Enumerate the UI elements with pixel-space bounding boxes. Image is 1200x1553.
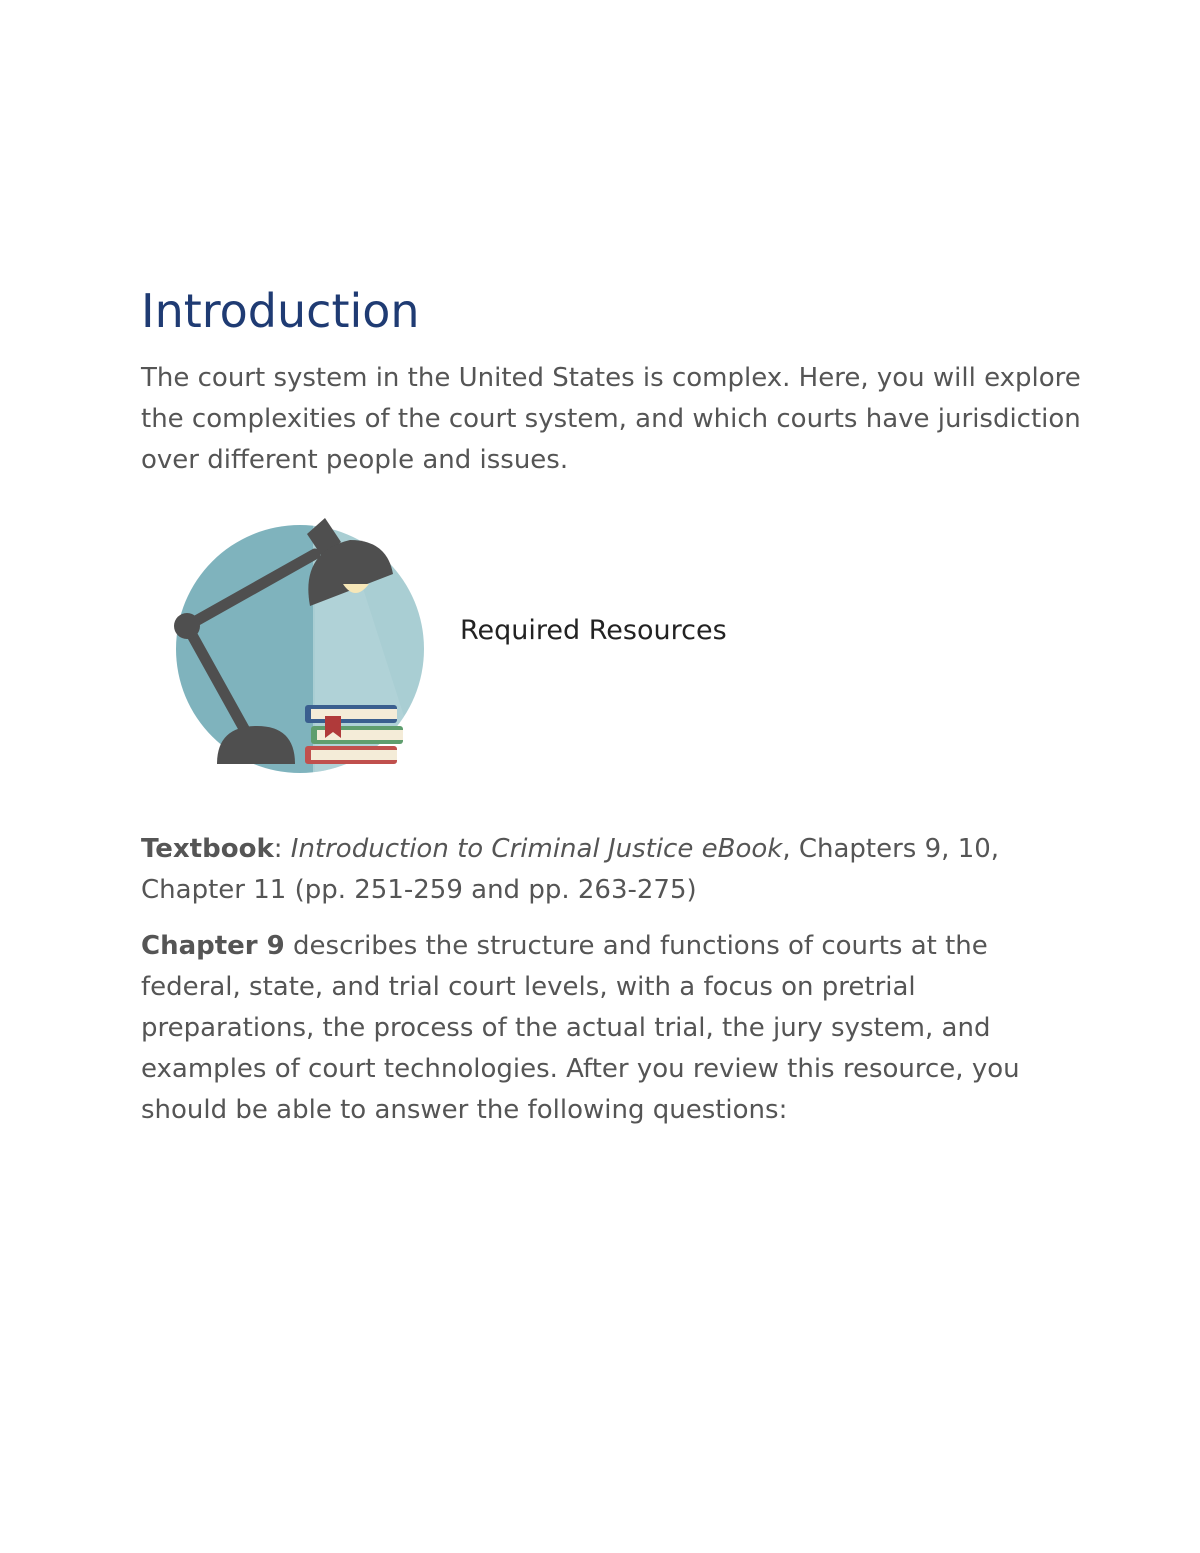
chapter-9-label: Chapter 9 xyxy=(141,931,285,961)
intro-paragraph: The court system in the United States is complex. Here, you will explore the complexities of the court system, and which courts have jurisdiction over different people and issues. xyxy=(141,363,1081,475)
books-icon xyxy=(305,705,403,764)
textbook-separator: : xyxy=(273,834,291,864)
chapter-9-text: describes the structure and functions of courts at the federal, state, and trial court levels, with a focus on pretrial preparations, the process of the actual trial, the jury system, and examples of court technologies. After you review this resource, you should be able to answer the following questions: xyxy=(141,931,1020,1125)
page-title: Introduction xyxy=(141,284,420,338)
textbook-details: , Chapters 9, 10, Chapter 11 (pp. 251-259 and pp. 263-275) xyxy=(141,834,1000,905)
required-resources-label: Required Resources xyxy=(460,615,727,646)
chapter-9-description xyxy=(141,926,1081,1131)
desk-lamp-with-books-icon xyxy=(165,512,435,782)
textbook-citation xyxy=(141,829,1081,911)
textbook-title: Introduction to Criminal Justice eBook xyxy=(290,834,783,864)
textbook-label: Textbook xyxy=(141,834,274,864)
